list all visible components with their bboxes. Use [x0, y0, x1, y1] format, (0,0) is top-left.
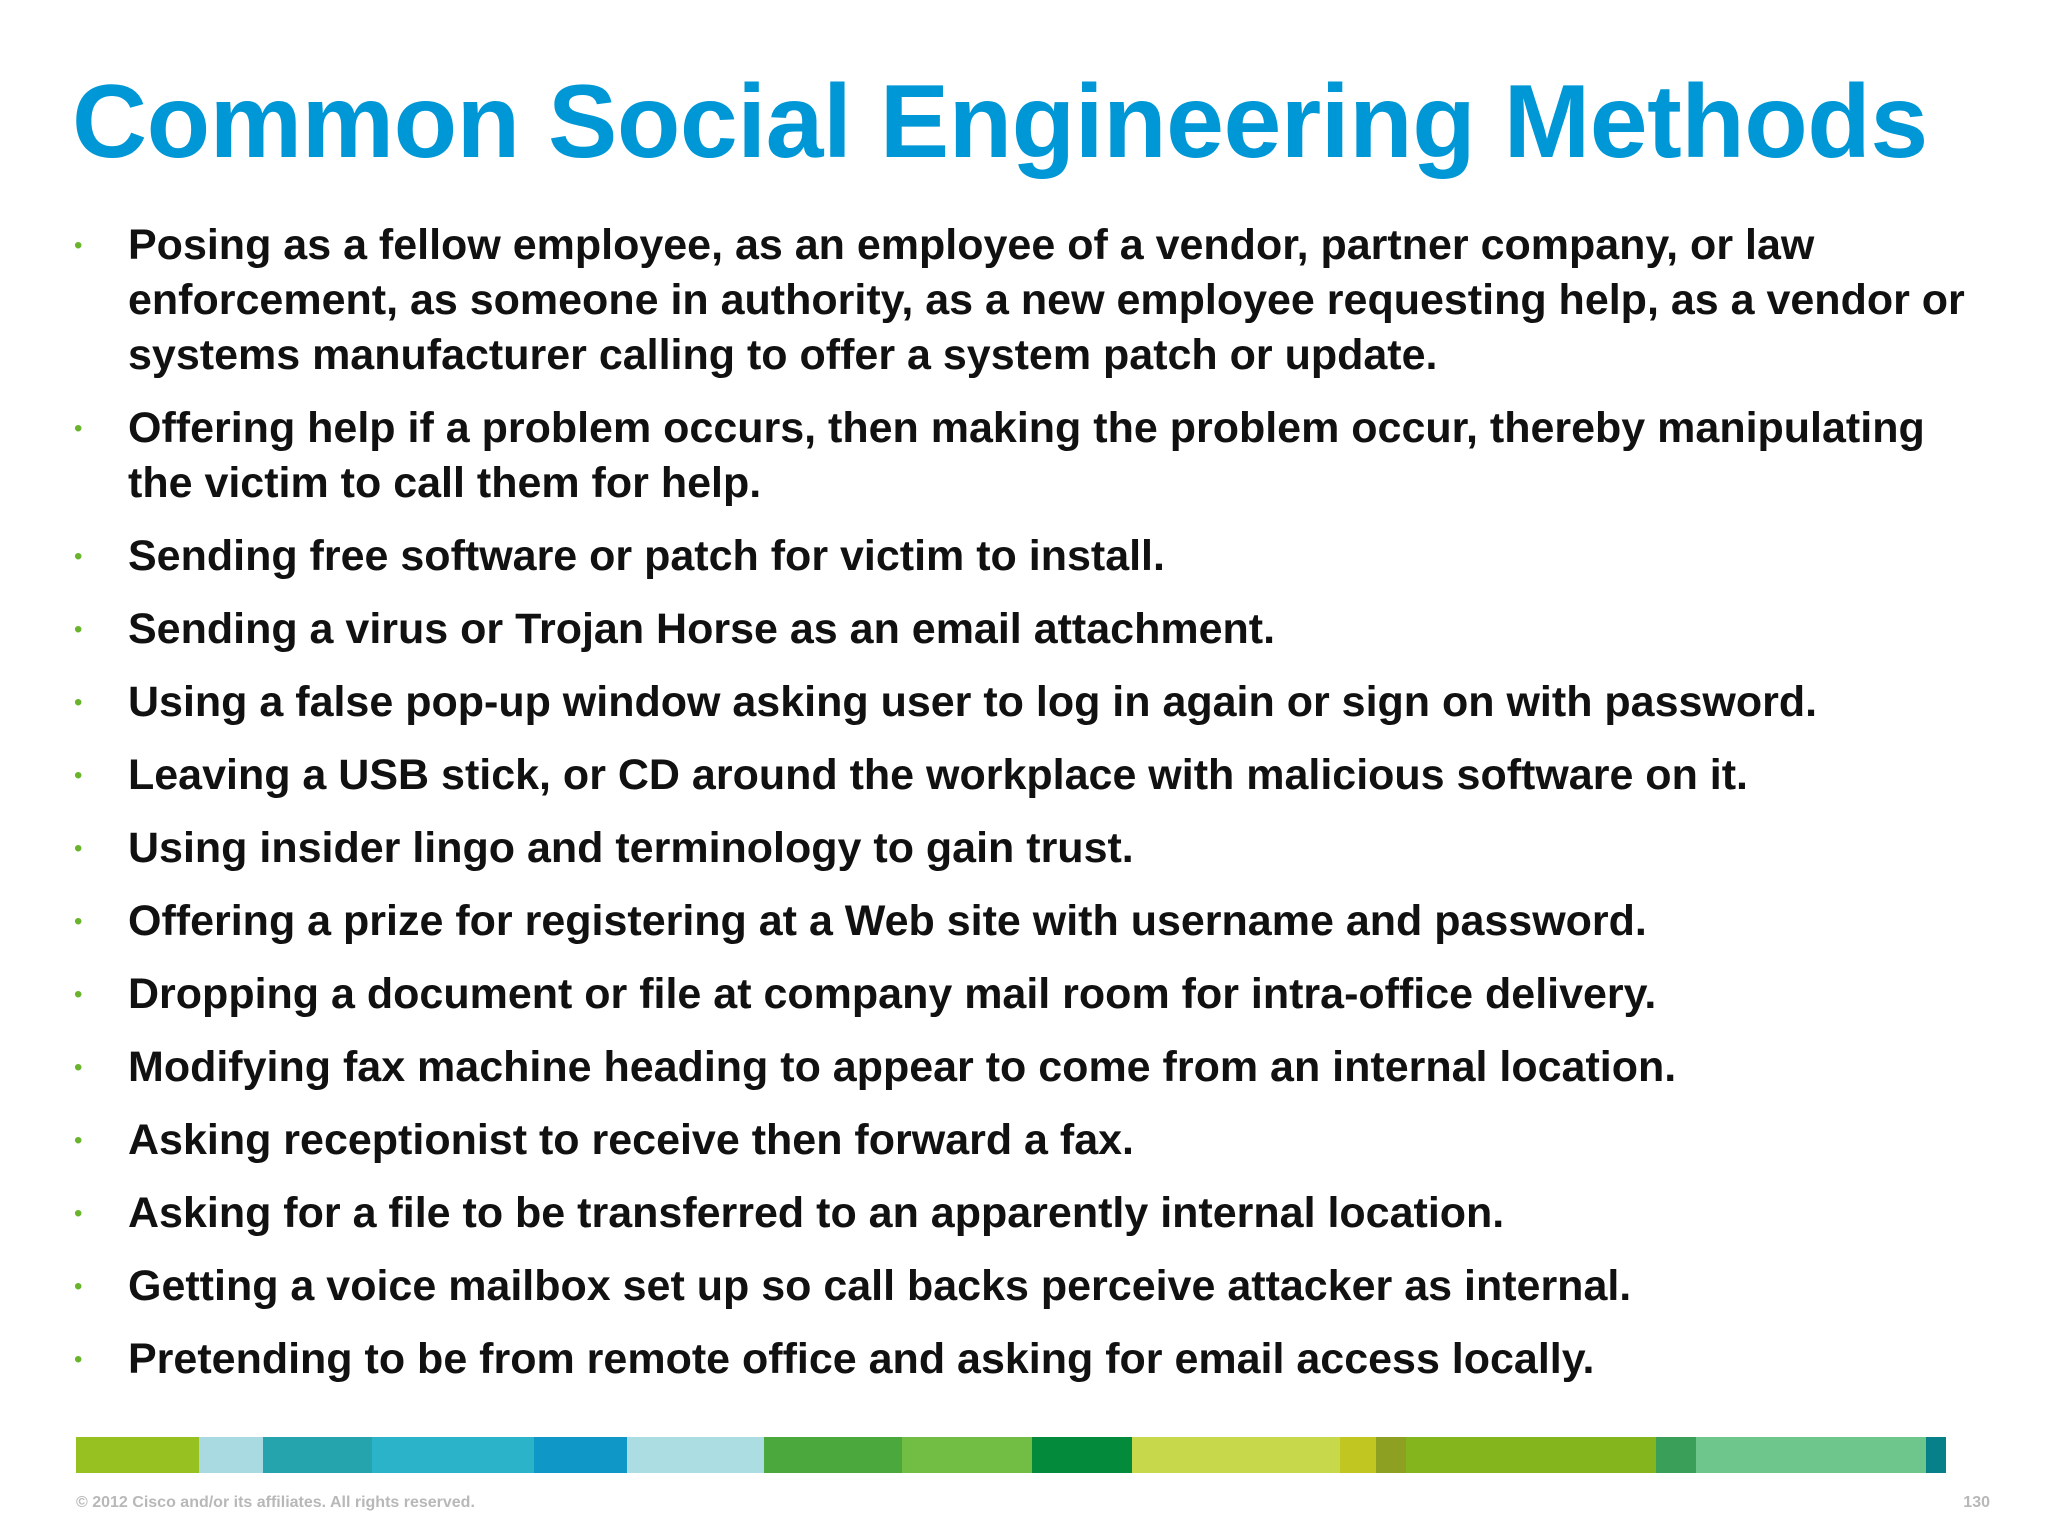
- bullet-text: Offering help if a problem occurs, then making the problem occur, thereby manipulating the victim to call them for help.: [128, 404, 1925, 507]
- bullet-icon: •: [74, 689, 83, 716]
- bullet-text: Using insider lingo and terminology to gain trust.: [128, 824, 1134, 872]
- decorative-color-bar: [76, 1437, 1986, 1473]
- page-number: 130: [1963, 1494, 1990, 1511]
- bullet-text: Getting a voice mailbox set up so call backs perceive attacker as internal.: [128, 1262, 1632, 1310]
- list-item: [72, 218, 1992, 383]
- list-item: [72, 1259, 1992, 1314]
- color-bar-segment: [1656, 1437, 1696, 1473]
- list-item: [72, 821, 1992, 876]
- color-bar-segment: [1696, 1437, 1926, 1473]
- bullet-icon: •: [74, 762, 83, 789]
- bullet-list: [72, 218, 1992, 1405]
- color-bar-segment: [902, 1437, 1032, 1473]
- list-item: [72, 1332, 1992, 1387]
- color-bar-segment: [1406, 1437, 1656, 1473]
- color-bar-segment: [764, 1437, 902, 1473]
- bullet-text: Asking for a file to be transferred to an apparently internal location.: [128, 1189, 1505, 1237]
- bullet-icon: •: [74, 1054, 83, 1081]
- bullet-icon: •: [74, 232, 83, 259]
- bullet-icon: •: [74, 835, 83, 862]
- color-bar-segment: [627, 1437, 764, 1473]
- bullet-text: Leaving a USB stick, or CD around the workplace with malicious software on it.: [128, 751, 1748, 799]
- bullet-icon: •: [74, 1346, 83, 1373]
- list-item: [72, 1186, 1992, 1241]
- bullet-icon: •: [74, 981, 83, 1008]
- list-item: [72, 602, 1992, 657]
- bullet-icon: •: [74, 908, 83, 935]
- bullet-icon: •: [74, 1200, 83, 1227]
- list-item: [72, 967, 1992, 1022]
- bullet-icon: •: [74, 616, 83, 643]
- color-bar-segment: [1032, 1437, 1132, 1473]
- list-item: [72, 748, 1992, 803]
- footer-copyright: © 2012 Cisco and/or its affiliates. All rights reserved.: [76, 1494, 475, 1511]
- bullet-text: Offering a prize for registering at a Web site with username and password.: [128, 897, 1647, 945]
- color-bar-segment: [263, 1437, 372, 1473]
- slide-title: Common Social Engineering Methods: [72, 64, 1928, 180]
- color-bar-segment: [1340, 1437, 1376, 1473]
- color-bar-segment: [76, 1437, 199, 1473]
- bullet-text: Posing as a fellow employee, as an employee of a vendor, partner company, or law enforcement, as someone in authority, as a new employee requesting help, as a vendor or systems manufacturer calling to offer a system patch or update.: [128, 221, 1965, 379]
- bullet-icon: •: [74, 1127, 83, 1154]
- bullet-text: Dropping a document or file at company mail room for intra-office delivery.: [128, 970, 1657, 1018]
- bullet-text: Asking receptionist to receive then forward a fax.: [128, 1116, 1135, 1164]
- list-item: [72, 1113, 1992, 1168]
- color-bar-segment: [199, 1437, 263, 1473]
- list-item: [72, 675, 1992, 730]
- bullet-text: Using a false pop-up window asking user to log in again or sign on with password.: [128, 678, 1818, 726]
- bullet-text: Pretending to be from remote office and asking for email access locally.: [128, 1335, 1595, 1383]
- list-item: [72, 401, 1992, 511]
- list-item: [72, 1040, 1992, 1095]
- list-item: [72, 529, 1992, 584]
- bullet-text: Sending free software or patch for victim to install.: [128, 532, 1165, 580]
- color-bar-segment: [1132, 1437, 1340, 1473]
- color-bar-segment: [534, 1437, 627, 1473]
- bullet-icon: •: [74, 415, 83, 442]
- bullet-text: Sending a virus or Trojan Horse as an email attachment.: [128, 605, 1276, 653]
- color-bar-segment: [1376, 1437, 1406, 1473]
- bullet-text: Modifying fax machine heading to appear to come from an internal location.: [128, 1043, 1677, 1091]
- list-item: [72, 894, 1992, 949]
- color-bar-segment: [1926, 1437, 1946, 1473]
- bullet-icon: •: [74, 1273, 83, 1300]
- color-bar-segment: [372, 1437, 534, 1473]
- bullet-icon: •: [74, 543, 83, 570]
